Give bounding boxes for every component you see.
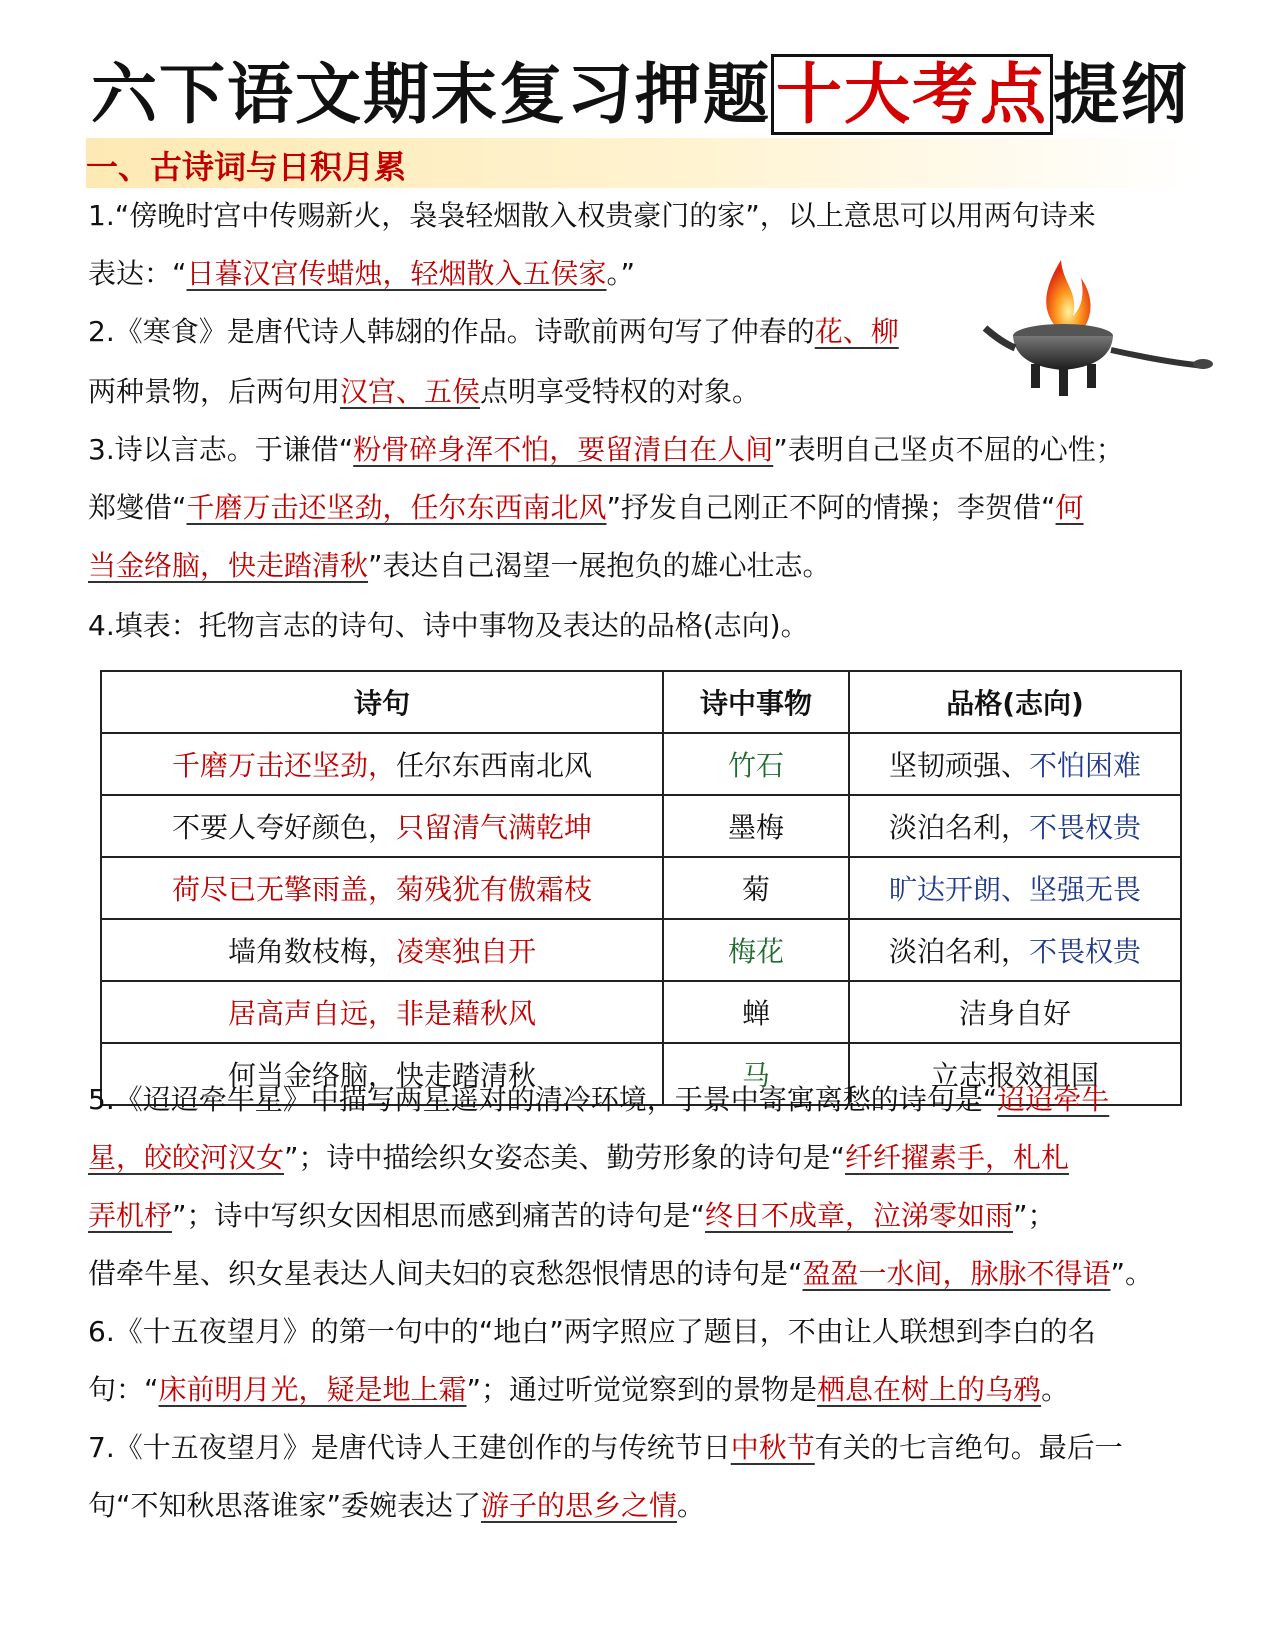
answer: 终日不成章，泣涕零如雨 [705,1199,1014,1232]
answer: 何 [1055,491,1084,524]
title-boxed: 十大考点 [771,54,1053,136]
q3-line1: 3.诗以言志。于谦借“粉骨碎身浑不怕，要留清白在人间”表明自己坚贞不屈的心性； [88,433,1124,466]
col-header-poem: 诗句 [101,671,663,733]
q7-line2: 句“不知秋思落谁家”委婉表达了游子的思乡之情。 [88,1489,706,1522]
thing-cell: 墨梅 [663,795,849,857]
poem-cell: 居高声自远，非是藉秋风 [101,981,663,1043]
thing-cell: 梅花 [663,919,849,981]
table-row [101,981,1181,1043]
answer: 纤纤擢素手，札札 [845,1141,1070,1174]
q5-line2: 星，皎皎河汉女”；诗中描绘织女姿态美、勤劳形象的诗句是“纤纤擢素手，札札 [88,1141,1070,1174]
q4-line1: 4.填表：托物言志的诗句、诗中事物及表达的品格(志向)。 [88,609,809,642]
quality-cell: 立志报效祖国 [849,1043,1181,1105]
q1-line2: 表达：“日暮汉宫传蜡烛，轻烟散入五侯家。” [88,257,636,290]
answer: 当金络脑，快走踏清秋 [88,549,369,582]
table-row [101,733,1181,795]
answer: 千磨万击还坚劲，任尔东西南北风 [186,491,607,524]
page-title [0,38,1280,138]
thing-cell: 马 [663,1043,849,1105]
poem-cell: 荷尽已无擎雨盖，菊残犹有傲霜枝 [101,857,663,919]
q1-line1: 1.“傍晚时宫中传赐新火，袅袅轻烟散入权贵豪门的家”，以上意思可以用两句诗来 [88,199,1096,232]
table-row [101,919,1181,981]
answer: 中秋节 [730,1431,815,1464]
answer: 花、柳 [814,315,899,348]
answer: 汉宫、五侯 [340,375,481,408]
answer: 床前明月光，疑是地上霜 [158,1373,467,1406]
q3-line3: 当金络脑，快走踏清秋”表达自己渴望一展抱负的雄心壮志。 [88,549,831,582]
table-row [101,795,1181,857]
q5-line4: 借牵牛星、织女星表达人间夫妇的哀愁怨恨情思的诗句是“盈盈一水间，脉脉不得语”。 [88,1257,1154,1290]
q6-line1: 6.《十五夜望月》的第一句中的“地白”两字照应了题目，不由让人联想到李白的名 [88,1315,1096,1348]
poem-cell: 千磨万击还坚劲，任尔东西南北风 [101,733,663,795]
answer: 弄机杼 [88,1199,173,1232]
answer: 盈盈一水间，脉脉不得语 [802,1257,1111,1290]
table-row [101,857,1181,919]
answer: 迢迢牵牛 [997,1083,1110,1116]
quality-cell: 旷达开朗、坚强无畏 [849,857,1181,919]
col-header-quality: 品格(志向) [849,671,1181,733]
q2-line2: 两种景物，后两句用汉宫、五侯点明享受特权的对象。 [88,375,761,408]
poem-cell: 墙角数枝梅，凌寒独自开 [101,919,663,981]
title-tail: 提纲 [1053,55,1189,133]
quality-cell: 洁身自好 [849,981,1181,1043]
q2-line1: 2.《寒食》是唐代诗人韩翃的作品。诗歌前两句写了仲春的花、柳 [88,315,899,348]
answer: 游子的思乡之情 [481,1489,678,1522]
quality-cell: 淡泊名利，不畏权贵 [849,795,1181,857]
q3-line2: 郑燮借“千磨万击还坚劲，任尔东西南北风”抒发自己刚正不阿的情操；李贺借“何 [88,491,1084,524]
poem-cell: 何当金络脑，快走踏清秋 [101,1043,663,1105]
thing-cell: 竹石 [663,733,849,795]
answer: 星，皎皎河汉女 [88,1141,285,1174]
quality-cell: 坚韧顽强、不怕困难 [849,733,1181,795]
answer: 日暮汉宫传蜡烛，轻烟散入五侯家 [186,257,607,290]
thing-cell: 菊 [663,857,849,919]
quality-cell: 淡泊名利，不畏权贵 [849,919,1181,981]
poem-table [100,670,1182,1106]
table-header-row [101,671,1181,733]
title-main: 六下语文期末复习押题 [91,55,771,133]
q6-line2: 句：“床前明月光，疑是地上霜”；通过听觉觉察到的景物是栖息在树上的乌鸦。 [88,1373,1070,1406]
poem-cell: 不要人夸好颜色，只留清气满乾坤 [101,795,663,857]
q5-line1: 5.《迢迢牵牛星》中描写两星遥对的清冷环境，于景中寄寓离愁的诗句是“迢迢牵牛 [88,1083,1110,1116]
answer: 栖息在树上的乌鸦 [817,1373,1042,1406]
lamp-icon [975,258,1215,413]
col-header-thing: 诗中事物 [663,671,849,733]
section-heading: 一、古诗词与日积月累 [86,138,1196,188]
thing-cell: 蝉 [663,981,849,1043]
q7-line1: 7.《十五夜望月》是唐代诗人王建创作的与传统节日中秋节有关的七言绝句。最后一 [88,1431,1123,1464]
answer: 粉骨碎身浑不怕，要留清白在人间 [353,433,774,466]
q5-line3: 弄机杼”；诗中写织女因相思而感到痛苦的诗句是“终日不成章，泣涕零如雨”； [88,1199,1056,1232]
